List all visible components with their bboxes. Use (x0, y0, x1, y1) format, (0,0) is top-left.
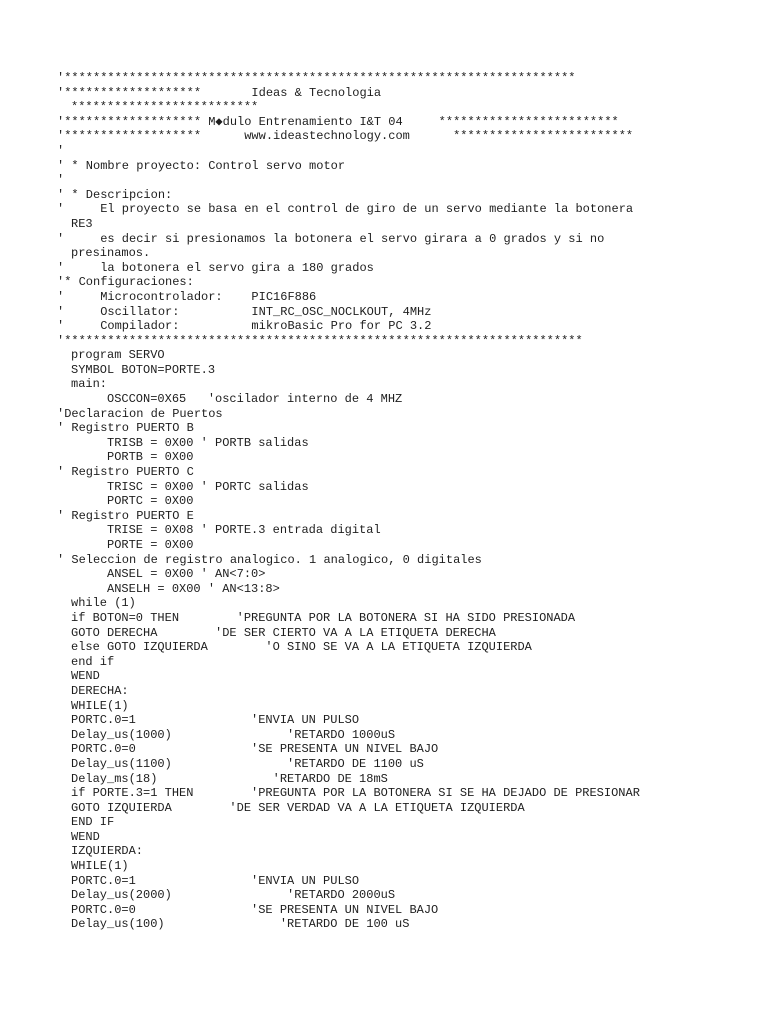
code-line: ' * Descripcion: (57, 187, 173, 202)
code-line: Delay_ms(18) 'RETARDO DE 18mS (71, 771, 388, 786)
code-line: DERECHA: (71, 683, 129, 698)
code-line: if BOTON=0 THEN 'PREGUNTA POR LA BOTONERA SI HA SIDO PRESIONADA (71, 610, 576, 625)
code-line: ' Registro PUERTO B (57, 421, 194, 436)
code-line: Delay_us(1100) 'RETARDO DE 1100 uS (71, 756, 424, 771)
code-line: ' * Nombre proyecto: Control servo motor (57, 158, 346, 173)
code-line: ' Registro PUERTO C (57, 465, 194, 480)
code-line: TRISC = 0X00 ' PORTC salidas (71, 479, 309, 494)
code-line: program SERVO (71, 348, 165, 363)
code-line: '************************************************************************ (57, 333, 583, 348)
code-line: WEND (71, 829, 100, 844)
code-line: PORTE = 0X00 (71, 538, 194, 552)
code-line: SYMBOL BOTON=PORTE.3 (71, 362, 216, 377)
code-line: Delay_us(1000) 'RETARDO 1000uS (71, 727, 396, 742)
code-line: '******************* Ideas & Tecnologia (57, 85, 382, 100)
code-line: ' Registro PUERTO E (57, 508, 194, 523)
code-line: GOTO IZQUIERDA 'DE SER VERDAD VA A LA ETIQUETA IZQUIERDA (71, 800, 525, 815)
code-line: PORTC.0=1 'ENVIA UN PULSO (71, 873, 360, 888)
code-line: END IF (71, 815, 115, 830)
code-line: '* Configuraciones: (57, 275, 194, 290)
code-line: WHILE(1) (71, 698, 129, 713)
code-line: ' Seleccion de registro analogico. 1 analogico, 0 digitales (57, 552, 482, 567)
code-line: TRISB = 0X00 ' PORTB salidas (71, 435, 309, 450)
code-line: OSCCON=0X65 'oscilador interno de 4 MHZ (71, 392, 403, 407)
code-line: Delay_us(2000) 'RETARDO 2000uS (71, 888, 396, 903)
code-line: end if (71, 654, 115, 669)
code-line: else GOTO IZQUIERDA 'O SINO SE VA A LA ETIQUETA IZQUIERDA (71, 640, 532, 655)
source-code-listing (57, 71, 761, 932)
code-line: GOTO DERECHA 'DE SER CIERTO VA A LA ETIQUETA DERECHA (71, 625, 496, 640)
code-line: ' es decir si presionamos la botonera el servo girara a 0 grados y si no (57, 231, 605, 246)
code-line: RE3 (71, 216, 93, 231)
code-line: presinamos. (71, 246, 151, 261)
code-line: ANSEL = 0X00 ' AN<7:0> (71, 567, 266, 582)
code-line: ' Microcontrolador: PIC16F886 (57, 289, 317, 304)
code-line: ' (57, 173, 65, 188)
code-line: WHILE(1) (71, 859, 129, 874)
code-line: WEND (71, 669, 100, 684)
code-line: '******************* www.ideastechnology.com ************************* (57, 129, 634, 144)
code-line: ANSELH = 0X00 ' AN<13:8> (71, 581, 280, 596)
code-line: Delay_us(100) 'RETARDO DE 100 uS (71, 917, 410, 932)
code-line: while (1) (71, 596, 136, 611)
code-line: ' la botonera el servo gira a 180 grados (57, 260, 374, 275)
code-line: ' Compilador: mikroBasic Pro for PC 3.2 (57, 319, 432, 334)
code-line: ' Oscillator: INT_RC_OSC_NOCLKOUT, 4MHz (57, 304, 432, 319)
code-line: 'Declaracion de Puertos (57, 406, 223, 421)
code-line: ' (57, 143, 65, 158)
code-line: if PORTE.3=1 THEN 'PREGUNTA POR LA BOTONERA SI SE HA DEJADO DE PRESIONAR (71, 786, 640, 801)
code-line: TRISE = 0X08 ' PORTE.3 entrada digital (71, 523, 381, 538)
code-line: PORTC.0=1 'ENVIA UN PULSO (71, 713, 360, 728)
code-line: PORTC.0=0 'SE PRESENTA UN NIVEL BAJO (71, 902, 439, 917)
code-line: PORTC = 0X00 (71, 494, 194, 509)
code-line: ' El proyecto se basa en el control de giro de un servo mediante la botonera (57, 202, 634, 217)
code-line: PORTC.0=0 'SE PRESENTA UN NIVEL BAJO (71, 742, 439, 757)
code-line: PORTB = 0X00 (71, 450, 194, 465)
code-line: ************************** (71, 100, 259, 115)
code-line: main: (71, 377, 108, 392)
code-line: '*********************************************************************** (57, 71, 576, 85)
code-line: '******************* M◆dulo Entrenamiento I&T 04 ************************* (57, 114, 619, 129)
code-line: IZQUIERDA: (71, 844, 144, 859)
